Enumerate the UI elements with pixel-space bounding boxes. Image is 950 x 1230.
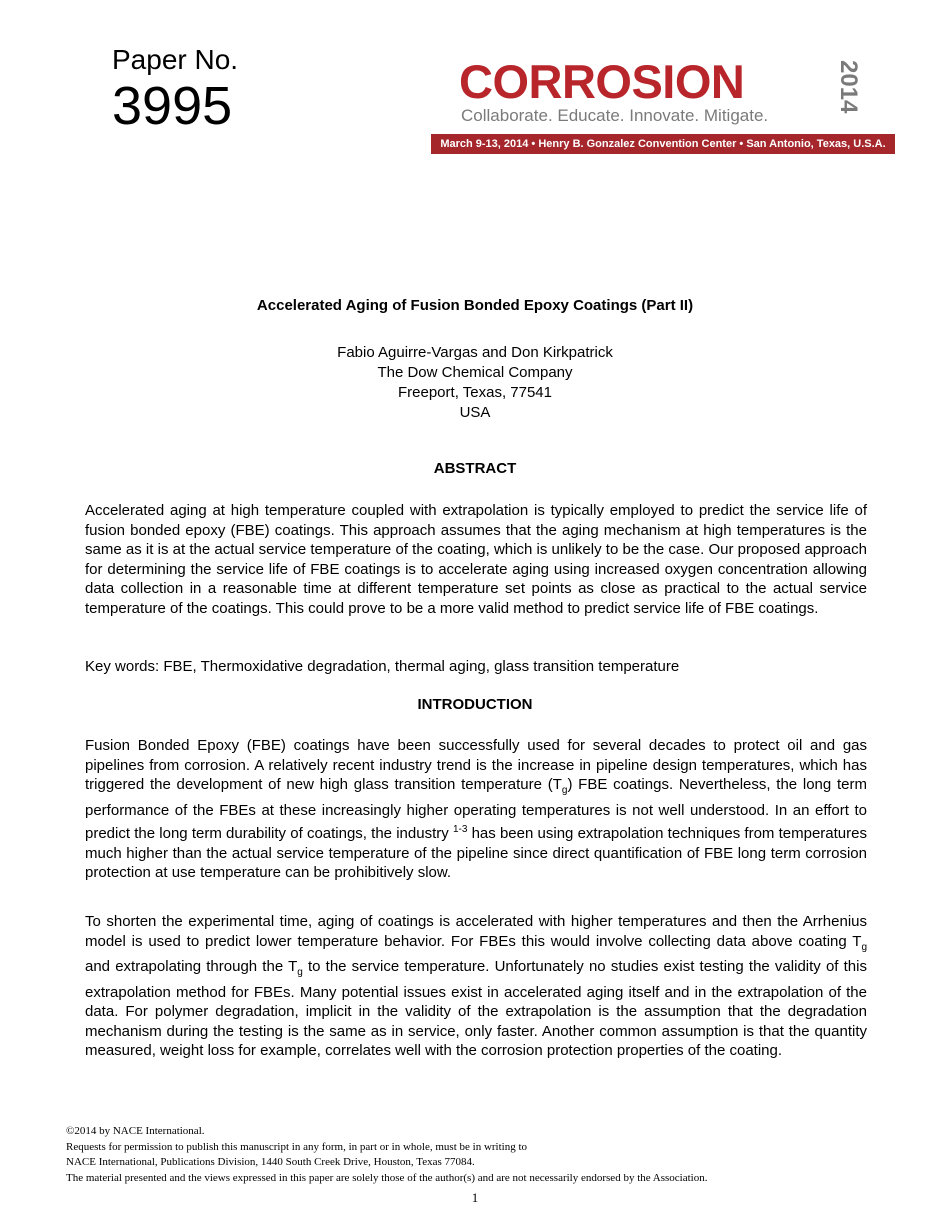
keywords: Key words: FBE, Thermoxidative degradation, thermal aging, glass transition temperature	[85, 658, 680, 675]
logo-tagline: Collaborate. Educate. Innovate. Mitigate.	[461, 106, 769, 125]
author-country: USA	[459, 404, 491, 421]
page-number: 1	[471, 1190, 479, 1205]
footer-address: NACE International, Publications Division, 1440 South Creek Drive, Houston, Texas 77084.	[66, 1156, 475, 1168]
author-block	[0, 343, 950, 423]
paper-number: 3995	[112, 76, 233, 136]
paper-label: Paper No.	[112, 44, 239, 75]
introduction-heading: INTRODUCTION	[417, 696, 533, 713]
footer-disclaimer: The material presented and the views expressed in this paper are solely those of the author(s) and are not necessarily endorsed by the Association.	[66, 1171, 708, 1184]
intro-paragraph-2: To shorten the experimental time, aging of coatings is accelerated with higher temperatures and then the Arrhenius model is used to predict lower temperature behavior. For FBEs this would involve collecting data above coating $T_g$ and extrapolating through the $T_g$ to the service temperature. Unfortunately no studies exist testing the validity of this extrapolation method for FBEs. Many potential issues exist in accelerated aging itself and in the extrapolation of the data. For polymer degradation, implicit in the validity of the extrapolation is the assumption that the degradation mechanism during the testing is the same as in service, only faster. Another common assumption is that the quantity measured, weight loss for example, correlates well with the corrosion protection properties of the coating.	[85, 913, 867, 1059]
logo-year	[837, 58, 861, 130]
footer-copyright: ©2014 by NACE International.	[66, 1125, 205, 1137]
author-location: Freeport, Texas, 77541	[398, 384, 552, 401]
footer-permission: Requests for permission to publish this manuscript in any form, in part or in whole, must be in writing to	[66, 1140, 528, 1153]
logo-year-text: 2014	[835, 60, 862, 114]
corrosion-2014-logo	[431, 56, 895, 154]
copyright-footer	[66, 1124, 886, 1186]
author-affiliation: The Dow Chemical Company	[377, 364, 573, 381]
abstract-text: Accelerated aging at high temperature coupled with extrapolation is typically employed to predict the service life of fusion bonded epoxy (FBE) coatings. This approach assumes that the aging mechanism at high temperatures is the same as it is at the actual service temperature of the coating, which is unlikely to be the case. Our proposed approach for determining the service life of FBE coatings is to accelerate aging using increased oxygen concentration allowing data collection in a reasonable time at different temperature set points as close as practical to the actual service temperature of the coatings. This could prove to be a more valid method to predict service life of FBE coatings.	[85, 502, 867, 617]
abstract-heading: ABSTRACT	[433, 460, 517, 477]
intro-paragraph-1: Fusion Bonded Epoxy (FBE) coatings have been successfully used for several decades to protect oil and gas pipelines from corrosion. A relatively recent industry trend is the increase in pipeline design temperatures, which has triggered the development of new high glass transition temperature $(T_g)$ FBE coatings. Nevertheless, the long term performance of the FBEs at these increasingly higher operating temperatures is not well understood. In an effort to predict the long term durability of coatings, the industry $^{1-3}$ has been using extrapolation techniques from temperatures much higher than the actual service temperature of the pipeline since direct quantification of FBE long term corrosion protection at use temperature can be prohibitively slow.	[85, 737, 867, 881]
paper-title: Accelerated Aging of Fusion Bonded Epoxy Coatings (Part II)	[256, 297, 694, 314]
event-banner: March 9-13, 2014 • Henry B. Gonzalez Convention Center • San Antonio, Texas, U.S.A.	[431, 134, 895, 154]
paper-number-block	[112, 44, 238, 136]
author-names: Fabio Aguirre-Vargas and Don Kirkpatrick	[337, 344, 613, 361]
logo-wordmark: CORROSION	[459, 55, 745, 108]
